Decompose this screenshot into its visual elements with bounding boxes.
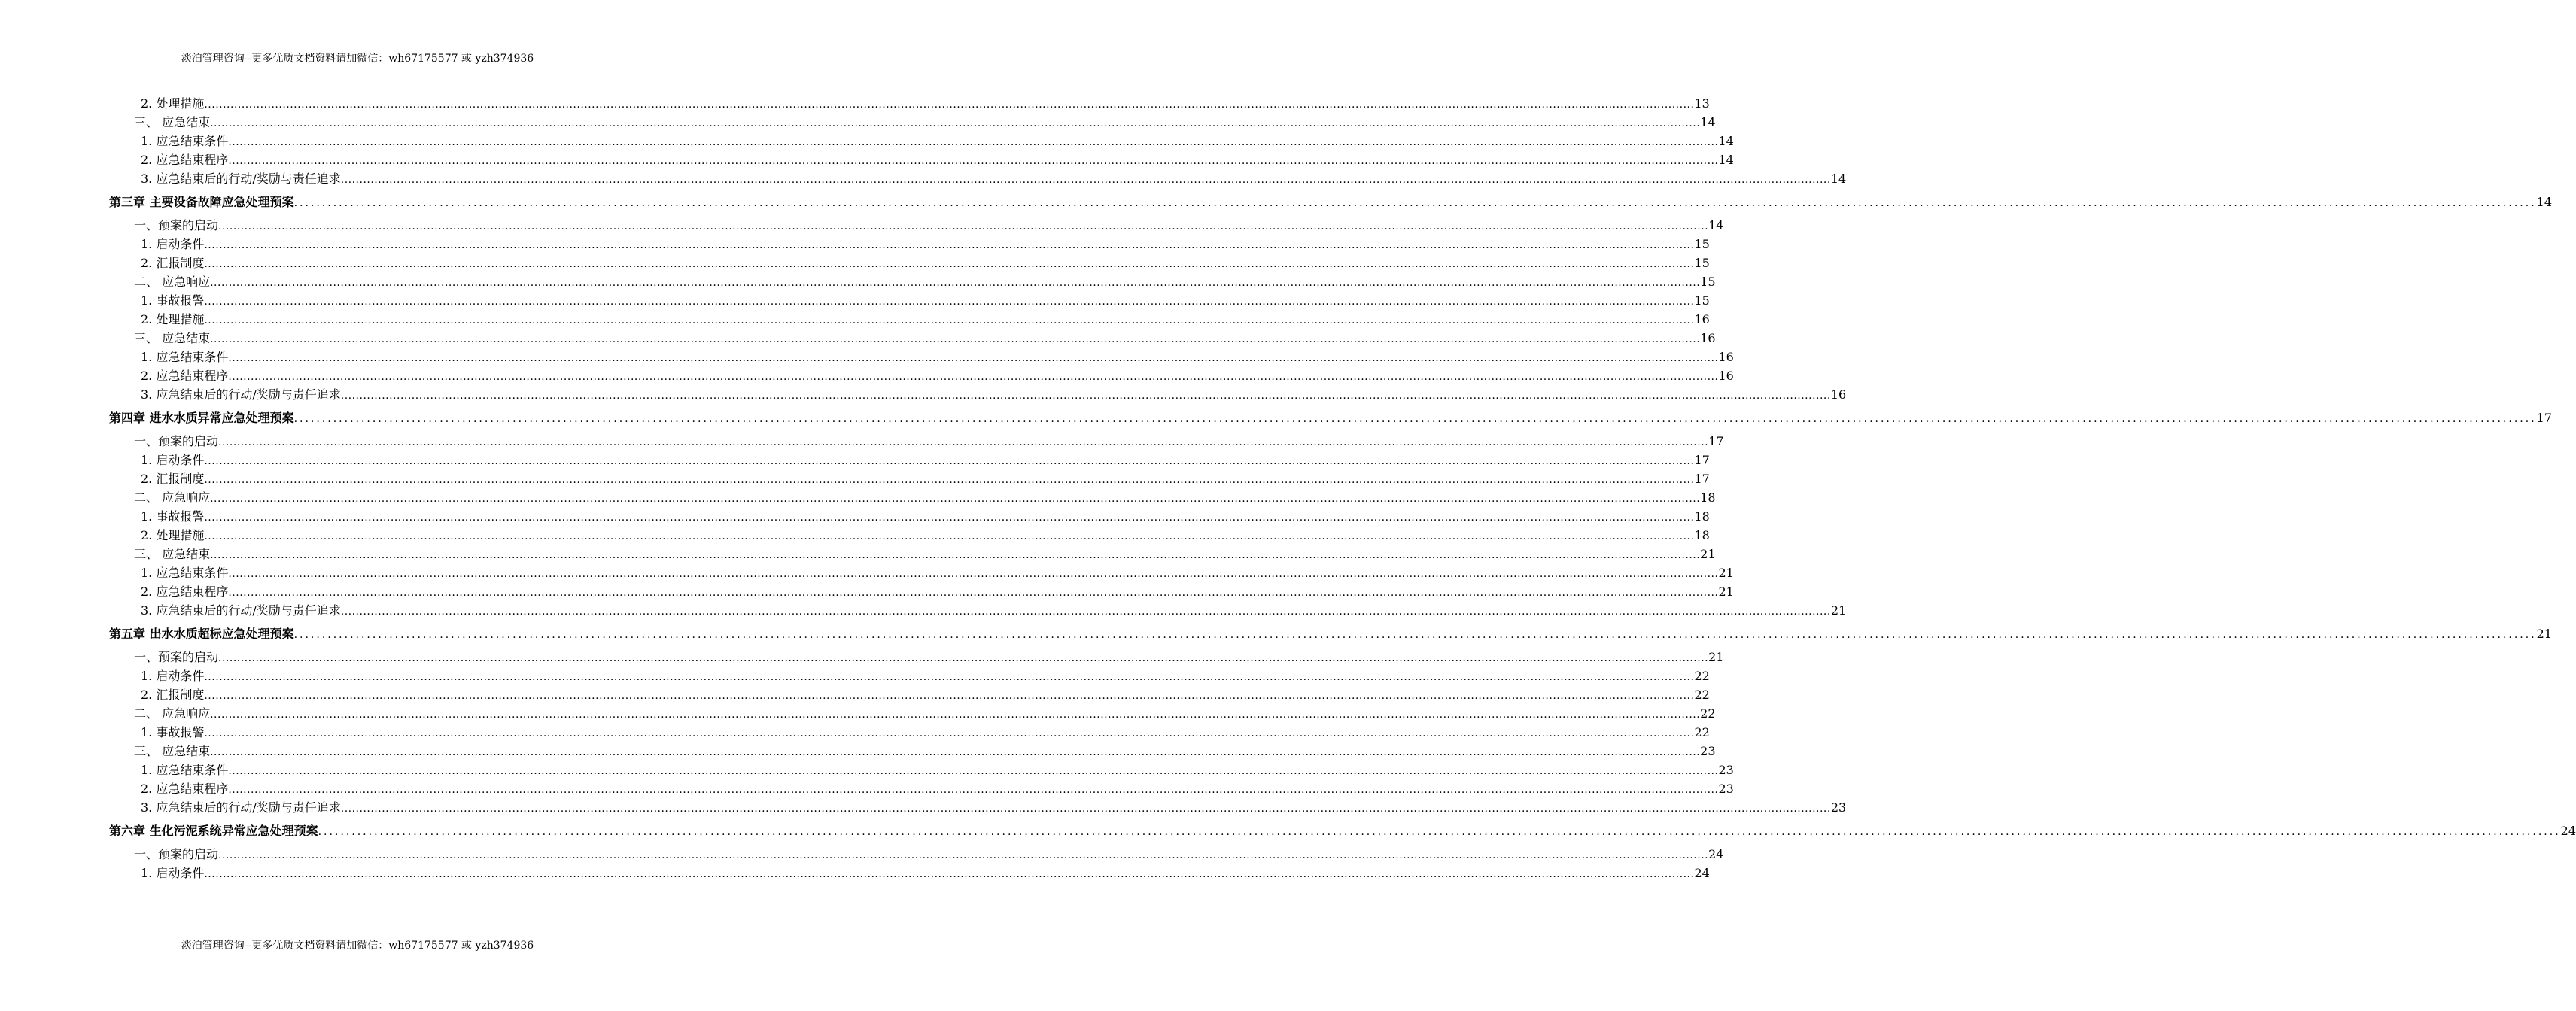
- toc-page-number: 21: [1830, 603, 1847, 618]
- toc-entry-label: 一、预案的启动: [134, 650, 219, 664]
- toc-entry-label: 1. 启动条件: [141, 237, 205, 251]
- toc-entry-label: 1. 启动条件: [141, 453, 205, 467]
- toc-leader-dots: ................................................................................................................................................................................................................................................................................................................................................................................................................: [204, 258, 1695, 270]
- toc-leader-dots: ................................................................................................................................................................................................................................................................................................................................................................................................................: [218, 849, 1709, 861]
- toc-page-number: 22: [1694, 725, 1710, 739]
- toc-page-number: 17: [1694, 453, 1710, 467]
- toc-page-number: 18: [1694, 528, 1710, 542]
- toc-chapter-entry[interactable]: [109, 822, 2576, 840]
- toc-leader-dots: ................................................................................................................................................................................................................................................................................................................................................................................................................: [228, 784, 1719, 796]
- toc-page-number: 16: [1718, 369, 1734, 383]
- toc-leader-dots: ................................................................................................................................................................................................................................................................................................................................................................................................................: [204, 671, 1695, 683]
- toc-entry-label: 2. 应急结束程序: [141, 369, 229, 383]
- toc-entry[interactable]: [109, 761, 1734, 779]
- page-footer: 淡泊管理咨询--更多优质文档资料请加微信：wh67175577 或 yzh374936: [181, 940, 534, 952]
- toc-entry-label: 1. 事故报警: [141, 725, 205, 739]
- toc-page-number: 24: [2560, 824, 2576, 838]
- toc-leader-dots: ................................................................................................................................................................................................................................................................................................................................................................................................................: [228, 352, 1719, 364]
- toc-leader-dots: ................................................................................................................................................................................................................................................................................................................................................................................................................: [210, 709, 1701, 721]
- toc-entry[interactable]: [109, 864, 1710, 882]
- toc-leader-dots: ................................................................................................................................................................................................................................................................................................................................................................................................................: [340, 174, 1831, 186]
- toc-entry-label: 2. 处理措施: [141, 312, 205, 326]
- toc-entry-label: 1. 应急结束条件: [141, 566, 229, 580]
- toc-page-number: 16: [1700, 331, 1716, 345]
- toc-entry-label: 三、 应急结束: [134, 115, 211, 129]
- toc-entry[interactable]: [109, 329, 1716, 348]
- toc-leader-dots: ................................................................................................................................................................................................................................................................................................................................................................................................................: [210, 493, 1701, 505]
- toc-entry[interactable]: [109, 582, 1734, 601]
- toc-entry[interactable]: [109, 385, 1847, 404]
- toc-entry[interactable]: [109, 563, 1734, 582]
- toc-page-number: 21: [2536, 627, 2553, 641]
- toc-leader-dots: ................................................................................................................................................................................................................................................................................................................................................................................................................: [228, 765, 1719, 777]
- toc-entry-label: 第六章 生化污泥系统异常应急处理预案: [109, 824, 318, 838]
- toc-entry[interactable]: [109, 704, 1716, 723]
- toc-entry-label: 一、预案的启动: [134, 434, 219, 448]
- toc-leader-dots: ................................................................................................................................................................................................................................................................................................................................................................................................................: [210, 746, 1701, 758]
- toc-page-number: 14: [1700, 115, 1716, 129]
- toc-page-number: 22: [1694, 669, 1710, 683]
- toc-page-number: 17: [2536, 411, 2553, 425]
- toc-chapter-entry[interactable]: [109, 625, 2553, 643]
- toc-leader-dots: ................................................................................................................................................................................................................................................................................................................................................................................................................: [340, 390, 1831, 402]
- toc-page-number: 15: [1694, 256, 1710, 270]
- toc-page-number: 17: [1694, 472, 1710, 486]
- toc-entry-label: 3. 应急结束后的行动/奖励与责任追求: [141, 387, 341, 402]
- toc-page-number: 17: [1708, 434, 1724, 448]
- toc-page-number: 15: [1694, 293, 1710, 308]
- toc-entry-label: 1. 应急结束条件: [141, 763, 229, 777]
- toc-leader-dots: ................................................................................................................................................................................................................................................................................................................................................................................................................: [218, 436, 1709, 448]
- toc-page-number: 14: [1718, 153, 1734, 167]
- toc-entry-label: 1. 启动条件: [141, 669, 205, 683]
- toc-page-number: 18: [1694, 509, 1710, 524]
- toc-entry-label: 三、 应急结束: [134, 331, 211, 345]
- toc-page-number: 13: [1694, 96, 1710, 111]
- toc-entry[interactable]: [109, 132, 1734, 150]
- toc-leader-dots: ................................................................................................................................................................................................................................................................................................................................................................................................................: [228, 568, 1719, 580]
- toc-page-number: 22: [1700, 706, 1716, 721]
- toc-entry[interactable]: [109, 601, 1847, 620]
- toc-entry[interactable]: [109, 254, 1710, 272]
- toc-entry-label: 二、 应急响应: [134, 706, 211, 721]
- toc-entry[interactable]: [109, 507, 1710, 526]
- toc-entry[interactable]: [109, 432, 1724, 451]
- toc-entry[interactable]: [109, 451, 1710, 469]
- toc-entry[interactable]: [109, 488, 1716, 507]
- toc-entry[interactable]: [109, 798, 1847, 817]
- toc-entry-label: 2. 汇报制度: [141, 688, 205, 702]
- toc-leader-dots: ................................................................................................................................................................................................................................................................................................................................................................................................................: [218, 220, 1709, 232]
- toc-entry-label: 2. 汇报制度: [141, 472, 205, 486]
- toc-entry[interactable]: [109, 366, 1734, 385]
- toc-entry-label: 2. 应急结束程序: [141, 584, 229, 599]
- toc-page-number: 21: [1708, 650, 1724, 664]
- toc-entry-label: 二、 应急响应: [134, 490, 211, 505]
- toc-entry-label: 三、 应急结束: [134, 547, 211, 561]
- toc-entry[interactable]: [109, 169, 1847, 188]
- toc-page-number: 23: [1830, 800, 1847, 815]
- toc-entry-label: 第三章 主要设备故障应急处理预案: [109, 195, 294, 209]
- toc-entry-label: 2. 处理措施: [141, 96, 205, 111]
- toc-page-number: 24: [1694, 866, 1710, 880]
- toc-entry[interactable]: [109, 685, 1710, 704]
- toc-entry[interactable]: [109, 150, 1734, 169]
- toc-page-number: 23: [1718, 782, 1734, 796]
- toc-leader-dots: ................................................................................................................................................................................................................................................................................................................................................................................................................: [204, 690, 1695, 702]
- toc-entry[interactable]: [109, 291, 1710, 310]
- table-of-contents: [109, 94, 2576, 882]
- toc-page-number: 18: [1700, 490, 1716, 505]
- toc-entry-label: 3. 应急结束后的行动/奖励与责任追求: [141, 800, 341, 815]
- toc-entry-label: 1. 事故报警: [141, 293, 205, 308]
- toc-page-number: 15: [1694, 237, 1710, 251]
- toc-leader-dots: ................................................................................................................................................................................................................................................................................................................................................................................................................: [210, 549, 1701, 561]
- toc-leader-dots: ................................................................................................................................................................................................................................................................................................................................................................................................................: [228, 155, 1719, 167]
- toc-page-number: 16: [1830, 387, 1847, 402]
- toc-entry[interactable]: [109, 94, 1710, 113]
- toc-entry-label: 1. 事故报警: [141, 509, 205, 524]
- toc-leader-dots: ................................................................................................................................................................................................................................................................................................................................................................................................................: [218, 652, 1709, 664]
- toc-entry[interactable]: [109, 216, 1724, 235]
- toc-entry-label: 2. 应急结束程序: [141, 782, 229, 796]
- toc-entry-label: 第五章 出水水质超标应急处理预案: [109, 627, 294, 641]
- toc-leader-dots: ................................................................................................................................................................................................................................................................................................................................................................................................................: [204, 474, 1695, 486]
- toc-leader-dots: ................................................................................................................................................................................................................................................................................................................................................................................................................: [340, 803, 1831, 815]
- toc-leader-dots: ................................................................................................................................................................................................................................................................................................................................................................................................................: [204, 296, 1695, 308]
- toc-chapter-entry[interactable]: [109, 193, 2553, 211]
- toc-leader-dots: ................................................................................................................................................................................................................................................................................................................................................................................................................: [204, 868, 1695, 880]
- toc-page-number: 22: [1694, 688, 1710, 702]
- toc-entry-label: 一、预案的启动: [134, 847, 219, 861]
- toc-leader-dots: ................................................................................................................................................................................................................................................................................................................................................................................................................: [318, 826, 2561, 838]
- toc-entry[interactable]: [109, 310, 1710, 329]
- toc-entry[interactable]: [109, 648, 1724, 666]
- toc-entry-label: 1. 应急结束条件: [141, 134, 229, 148]
- toc-leader-dots: ................................................................................................................................................................................................................................................................................................................................................................................................................: [228, 587, 1719, 599]
- toc-page-number: 14: [1718, 134, 1734, 148]
- toc-page-number: 14: [1830, 172, 1847, 186]
- toc-entry-label: 2. 处理措施: [141, 528, 205, 542]
- toc-page-number: 16: [1718, 350, 1734, 364]
- toc-leader-dots: ................................................................................................................................................................................................................................................................................................................................................................................................................: [210, 117, 1701, 129]
- toc-page-number: 15: [1700, 275, 1716, 289]
- toc-entry-label: 一、预案的启动: [134, 218, 219, 232]
- toc-entry[interactable]: [109, 526, 1710, 545]
- toc-entry-label: 1. 应急结束条件: [141, 350, 229, 364]
- toc-entry-label: 三、 应急结束: [134, 744, 211, 758]
- toc-entry[interactable]: [109, 348, 1734, 366]
- toc-leader-dots: ................................................................................................................................................................................................................................................................................................................................................................................................................: [204, 239, 1695, 251]
- toc-leader-dots: ................................................................................................................................................................................................................................................................................................................................................................................................................: [293, 197, 2537, 209]
- toc-page-number: 14: [2536, 195, 2553, 209]
- toc-page-number: 21: [1718, 584, 1734, 599]
- toc-leader-dots: ................................................................................................................................................................................................................................................................................................................................................................................................................: [228, 136, 1719, 148]
- toc-entry[interactable]: [109, 545, 1716, 563]
- toc-leader-dots: ................................................................................................................................................................................................................................................................................................................................................................................................................: [204, 512, 1695, 524]
- page-header: 淡泊管理咨询--更多优质文档资料请加微信：wh67175577 或 yzh374936: [181, 53, 534, 65]
- toc-entry-label: 2. 应急结束程序: [141, 153, 229, 167]
- toc-leader-dots: ................................................................................................................................................................................................................................................................................................................................................................................................................: [228, 371, 1719, 383]
- toc-entry[interactable]: [109, 235, 1710, 254]
- toc-entry[interactable]: [109, 723, 1710, 742]
- toc-leader-dots: ................................................................................................................................................................................................................................................................................................................................................................................................................: [293, 413, 2537, 425]
- toc-leader-dots: ................................................................................................................................................................................................................................................................................................................................................................................................................: [204, 455, 1695, 467]
- toc-page-number: 21: [1700, 547, 1716, 561]
- toc-leader-dots: ................................................................................................................................................................................................................................................................................................................................................................................................................: [210, 333, 1701, 345]
- toc-entry-label: 2. 汇报制度: [141, 256, 205, 270]
- toc-page-number: 21: [1718, 566, 1734, 580]
- toc-leader-dots: ................................................................................................................................................................................................................................................................................................................................................................................................................: [210, 277, 1701, 289]
- toc-page-number: 23: [1700, 744, 1716, 758]
- toc-page-number: 23: [1718, 763, 1734, 777]
- toc-chapter-entry[interactable]: [109, 409, 2553, 427]
- toc-page-number: 14: [1708, 218, 1724, 232]
- toc-entry-label: 二、 应急响应: [134, 275, 211, 289]
- toc-entry-label: 1. 启动条件: [141, 866, 205, 880]
- toc-entry[interactable]: [109, 845, 1724, 864]
- toc-leader-dots: ................................................................................................................................................................................................................................................................................................................................................................................................................: [340, 606, 1831, 618]
- toc-page-number: 24: [1708, 847, 1724, 861]
- toc-leader-dots: ................................................................................................................................................................................................................................................................................................................................................................................................................: [204, 530, 1695, 542]
- toc-page-number: 16: [1694, 312, 1710, 326]
- toc-entry-label: 3. 应急结束后的行动/奖励与责任追求: [141, 603, 341, 618]
- toc-entry-label: 3. 应急结束后的行动/奖励与责任追求: [141, 172, 341, 186]
- toc-entry[interactable]: [109, 779, 1734, 798]
- toc-leader-dots: ................................................................................................................................................................................................................................................................................................................................................................................................................: [293, 629, 2537, 641]
- toc-entry[interactable]: [109, 666, 1710, 685]
- toc-leader-dots: ................................................................................................................................................................................................................................................................................................................................................................................................................: [204, 314, 1695, 326]
- toc-entry[interactable]: [109, 272, 1716, 291]
- toc-entry-label: 第四章 进水水质异常应急处理预案: [109, 411, 294, 425]
- toc-entry[interactable]: [109, 113, 1716, 132]
- toc-leader-dots: ................................................................................................................................................................................................................................................................................................................................................................................................................: [204, 727, 1695, 739]
- toc-entry[interactable]: [109, 469, 1710, 488]
- toc-entry[interactable]: [109, 742, 1716, 761]
- toc-leader-dots: ................................................................................................................................................................................................................................................................................................................................................................................................................: [204, 99, 1695, 111]
